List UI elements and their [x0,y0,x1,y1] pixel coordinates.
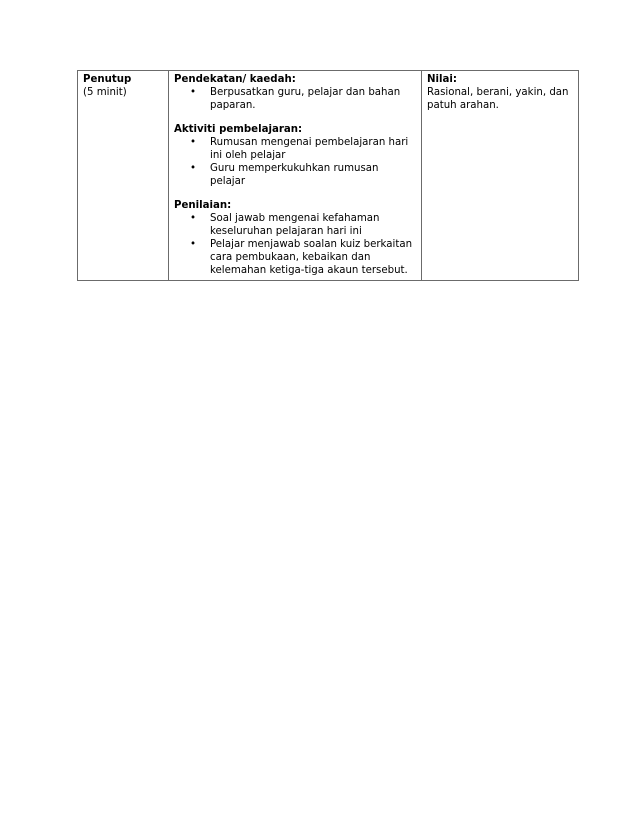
list-item [174,136,416,162]
assessment-heading: Penilaian: [174,200,232,211]
list-item-text: Soal jawab mengenai kefahaman keseluruhan pelajaran hari ini [210,213,380,237]
list-item [174,238,416,277]
approach-section [174,73,416,112]
values-text: Rasional, berani, yakin, dan patuh arahan. [427,87,569,111]
list-item [174,86,416,112]
approach-list [174,86,416,112]
assessment-section [174,199,416,277]
bullet-icon: • [190,87,197,98]
list-item-text: Pelajar menjawab soalan kuiz berkaitan cara pembukaan, kebaikan dan kelemahan ketiga-tiga akaun tersebut. [210,239,413,276]
bullet-icon: • [190,137,197,148]
activity-section [174,123,416,188]
approach-heading: Pendekatan/ kaedah: [174,74,296,85]
activity-heading: Aktiviti pembelajaran: [174,124,303,135]
list-item-text: Berpusatkan guru, pelajar dan bahan paparan. [210,87,401,111]
activities-cell [169,71,422,281]
phase-cell [78,71,169,281]
table-row [78,71,579,281]
phase-duration: (5 minit) [83,87,127,98]
activity-list [174,136,416,188]
assessment-list [174,212,416,277]
bullet-icon: • [190,163,197,174]
list-item [174,162,416,188]
phase-name: Penutup [83,74,132,85]
lesson-plan-table [77,70,579,281]
values-heading: Nilai: [427,74,457,85]
bullet-icon: • [190,239,197,250]
list-item-text: Rumusan mengenai pembelajaran hari ini oleh pelajar [210,137,409,161]
list-item-text: Guru memperkukuhkan rumusan pelajar [210,163,379,187]
list-item [174,212,416,238]
bullet-icon: • [190,213,197,224]
values-cell [422,71,579,281]
